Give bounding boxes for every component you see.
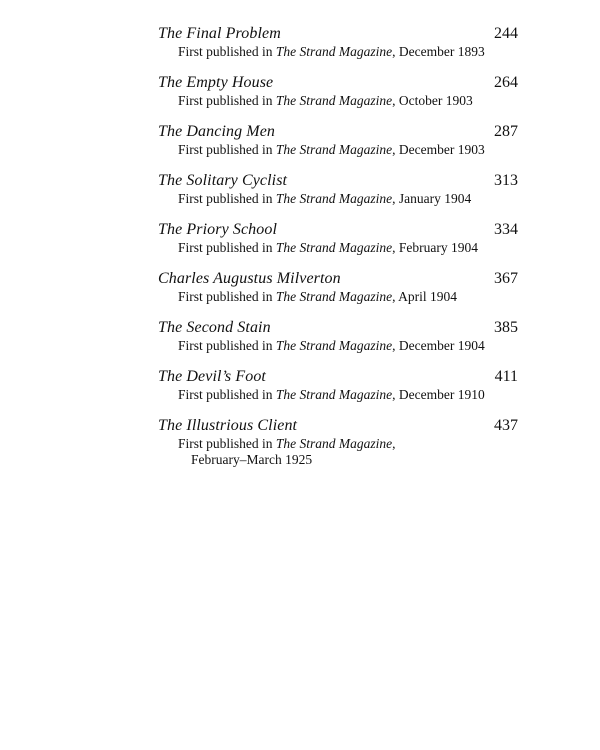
page-number: 437	[494, 417, 518, 434]
publication-note: First published in The Strand Magazine, January 1904	[178, 191, 472, 206]
story-title: The Devil’s Foot	[158, 368, 266, 385]
toc-entry	[158, 220, 518, 256]
publication-note: First published in The Strand Magazine, February 1904	[178, 240, 478, 255]
story-title: Charles Augustus Milverton	[158, 270, 341, 287]
publication-note-continued: February–March 1925	[191, 452, 313, 467]
publication-note: First published in The Strand Magazine, December 1910	[178, 387, 485, 402]
story-title: The Second Stain	[158, 319, 271, 336]
publication-note: First published in The Strand Magazine, December 1903	[178, 142, 485, 157]
page-number: 313	[494, 172, 518, 189]
page-number: 334	[494, 221, 518, 238]
toc-entry	[158, 269, 518, 305]
page-number: 411	[494, 368, 518, 385]
publication-note: First published in The Strand Magazine,	[178, 436, 396, 451]
story-title: The Solitary Cyclist	[158, 172, 288, 189]
page-number: 367	[494, 270, 518, 287]
story-title: The Priory School	[158, 221, 278, 238]
page-number: 287	[494, 123, 518, 140]
table-of-contents	[158, 24, 518, 481]
toc-entry	[158, 367, 518, 403]
story-title: The Illustrious Client	[158, 417, 298, 434]
story-title: The Dancing Men	[158, 123, 276, 140]
toc-entry	[158, 416, 518, 468]
toc-entry	[158, 24, 518, 60]
story-title: The Empty House	[158, 74, 274, 91]
toc-entry	[158, 73, 518, 109]
toc-entry	[158, 171, 518, 207]
toc-entry	[158, 318, 518, 354]
story-title: The Final Problem	[158, 25, 281, 42]
publication-note: First published in The Strand Magazine, April 1904	[178, 289, 458, 304]
publication-note: First published in The Strand Magazine, December 1904	[178, 338, 485, 353]
publication-note: First published in The Strand Magazine, December 1893	[178, 44, 485, 59]
page-number: 244	[494, 25, 518, 42]
page-number: 385	[494, 319, 518, 336]
publication-note: First published in The Strand Magazine, October 1903	[178, 93, 473, 108]
toc-entry	[158, 122, 518, 158]
page-number: 264	[494, 74, 518, 91]
